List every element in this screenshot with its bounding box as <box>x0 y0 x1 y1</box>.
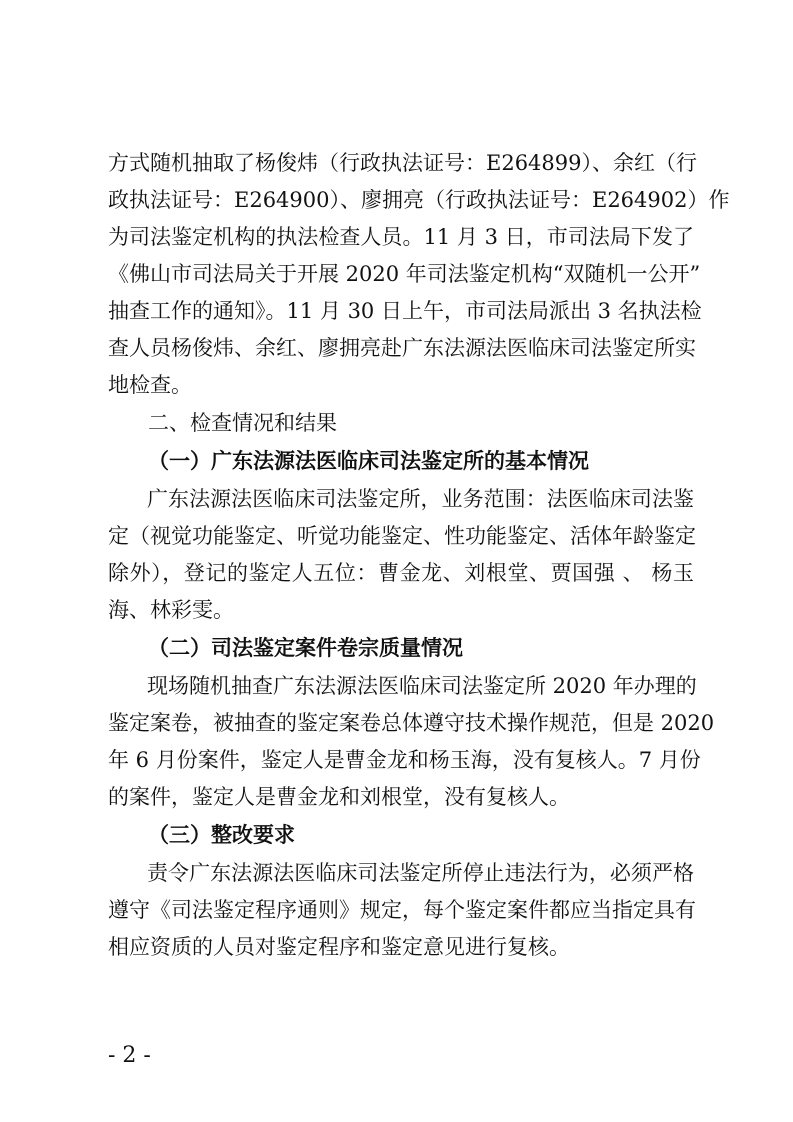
subsection-heading: （三）整改要求 <box>148 823 295 847</box>
section-heading: 二、检查情况和结果 <box>148 411 337 435</box>
paragraph-line: 现场随机抽查广东法源法医临床司法鉴定所 2020 年办理的 <box>147 674 697 698</box>
paragraph-line: 定（视觉功能鉴定、听觉功能鉴定、性功能鉴定、活体年龄鉴定 <box>108 524 696 548</box>
paragraph-line: 的案件，鉴定人是曹金龙和刘根堂，没有复核人。 <box>108 785 570 809</box>
page-number: - 2 - <box>108 1043 151 1068</box>
paragraph-line: 鉴定案卷，被抽查的鉴定案卷总体遵守技术操作规范，但是 2020 <box>108 711 715 735</box>
subsection-heading: （一）广东法源法医临床司法鉴定所的基本情况 <box>148 449 589 473</box>
paragraph-line: 为司法鉴定机构的执法检查人员。11 月 3 日，市司法局下发了 <box>108 225 694 249</box>
paragraph-line: 抽查工作的通知》。11 月 30 日上午，市司法局派出 3 名执法检 <box>108 299 702 323</box>
paragraph-line: 海、林彩雯。 <box>108 598 234 622</box>
paragraph-line: 年 6 月份案件，鉴定人是曹金龙和杨玉海，没有复核人。7 月份 <box>108 748 701 772</box>
subsection-heading: （二）司法鉴定案件卷宗质量情况 <box>148 636 463 660</box>
paragraph-line: 《佛山市司法局关于开展 2020 年司法鉴定机构“双随机一公开” <box>108 262 701 286</box>
paragraph-line: 政执法证号：E264900）、廖拥亮（行政执法证号：E264902）作 <box>108 188 730 212</box>
paragraph-line: 遵守《司法鉴定程序通则》规定，每个鉴定案件都应当指定具有 <box>108 898 696 922</box>
paragraph-line: 广东法源法医临床司法鉴定所，业务范围：法医临床司法鉴 <box>147 487 694 511</box>
paragraph-line: 方式随机抽取了杨俊炜（行政执法证号：E264899）、余红（行 <box>108 151 697 175</box>
paragraph-line: 责令广东法源法医临床司法鉴定所停止违法行为，必须严格 <box>147 861 694 885</box>
paragraph-line: 相应资质的人员对鉴定程序和鉴定意见进行复核。 <box>108 935 570 959</box>
paragraph-line: 除外），登记的鉴定人五位：曹金龙、刘根堂、贾国强 、 杨玉 <box>108 561 694 585</box>
paragraph-line: 地检查。 <box>108 373 192 397</box>
paragraph-line: 查人员杨俊炜、余红、廖拥亮赴广东法源法医临床司法鉴定所实 <box>108 336 696 360</box>
